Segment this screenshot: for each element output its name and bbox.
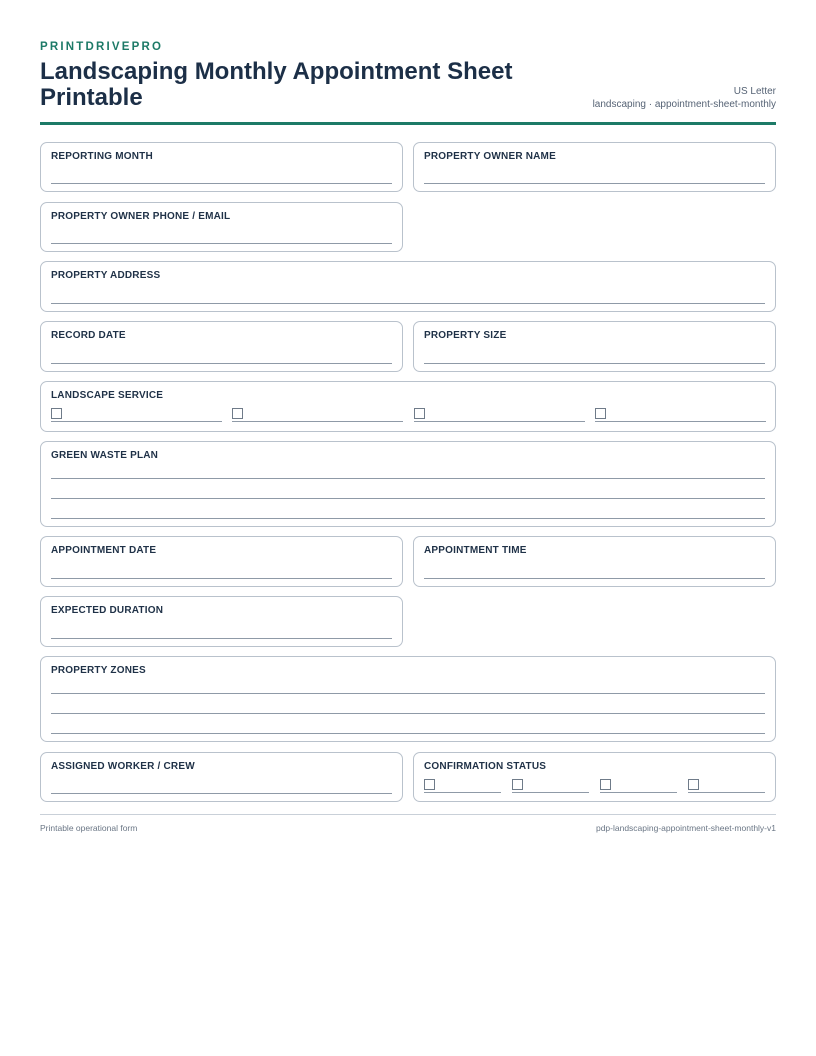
header-divider	[40, 122, 776, 125]
confirmation-status-label: CONFIRMATION STATUS	[424, 761, 547, 772]
landscape-service-option-2[interactable]	[232, 408, 403, 421]
page-title: Landscaping Monthly Appointment Sheet Printable	[40, 58, 513, 111]
option-line[interactable]	[424, 792, 501, 793]
option-line[interactable]	[600, 792, 677, 793]
checkbox-icon[interactable]	[424, 779, 435, 790]
property-zones-line-1[interactable]	[51, 693, 765, 694]
property-zones-field[interactable]	[40, 656, 776, 742]
appointment-time-label: APPOINTMENT TIME	[424, 545, 527, 556]
property-zones-line-2[interactable]	[51, 713, 765, 714]
landscape-service-option-1[interactable]	[51, 408, 222, 421]
checkbox-icon[interactable]	[688, 779, 699, 790]
brand-name: PRINTDRIVEPRO	[40, 41, 164, 53]
appointment-time-line[interactable]	[424, 578, 765, 579]
checkbox-icon[interactable]	[600, 779, 611, 790]
option-line[interactable]	[595, 421, 766, 422]
option-line[interactable]	[232, 421, 403, 422]
option-line[interactable]	[512, 792, 589, 793]
reporting-month-label: REPORTING MONTH	[51, 151, 153, 162]
header-meta	[593, 85, 776, 111]
green-waste-plan-line-1[interactable]	[51, 478, 765, 479]
property-zones-label: PROPERTY ZONES	[51, 665, 146, 676]
footer-form-id: pdp-landscaping-appointment-sheet-monthly-v1	[595, 823, 776, 833]
property-owner-name-field[interactable]	[413, 142, 776, 192]
property-zones-line-3[interactable]	[51, 733, 765, 734]
appointment-date-line[interactable]	[51, 578, 392, 579]
green-waste-plan-field[interactable]	[40, 441, 776, 527]
confirmation-status-option-2[interactable]	[512, 779, 589, 792]
record-date-label: RECORD DATE	[51, 330, 126, 341]
property-size-label: PROPERTY SIZE	[424, 330, 507, 341]
document-tags: landscaping · appointment-sheet-monthly	[592, 99, 776, 110]
landscape-service-option-3[interactable]	[414, 408, 585, 421]
confirmation-status-option-1[interactable]	[424, 779, 501, 792]
expected-duration-field[interactable]	[40, 596, 403, 647]
appointment-time-field[interactable]	[413, 536, 776, 587]
reporting-month-line[interactable]	[51, 183, 392, 184]
confirmation-status-option-4[interactable]	[688, 779, 765, 792]
option-line[interactable]	[414, 421, 585, 422]
expected-duration-label: EXPECTED DURATION	[51, 605, 164, 616]
green-waste-plan-line-2[interactable]	[51, 498, 765, 499]
property-address-label: PROPERTY ADDRESS	[51, 270, 161, 281]
confirmation-status-option-3[interactable]	[600, 779, 677, 792]
property-owner-contact-label: PROPERTY OWNER PHONE / EMAIL	[51, 211, 231, 222]
assigned-worker-field[interactable]	[40, 752, 403, 802]
assigned-worker-label: ASSIGNED WORKER / CREW	[51, 761, 195, 772]
option-line[interactable]	[688, 792, 765, 793]
landscape-service-label: LANDSCAPE SERVICE	[51, 390, 164, 401]
option-line[interactable]	[51, 421, 222, 422]
property-owner-name-line[interactable]	[424, 183, 765, 184]
paper-size: US Letter	[733, 86, 776, 97]
assigned-worker-line[interactable]	[51, 793, 392, 794]
appointment-date-field[interactable]	[40, 536, 403, 587]
record-date-field[interactable]	[40, 321, 403, 372]
checkbox-icon[interactable]	[232, 408, 243, 419]
landscape-service-field	[40, 381, 776, 432]
checkbox-icon[interactable]	[51, 408, 62, 419]
confirmation-status-field	[413, 752, 776, 802]
expected-duration-line[interactable]	[51, 638, 392, 639]
appointment-date-label: APPOINTMENT DATE	[51, 545, 157, 556]
checkbox-icon[interactable]	[512, 779, 523, 790]
property-owner-contact-field[interactable]	[40, 202, 403, 252]
footer-divider	[40, 814, 776, 815]
property-owner-name-label: PROPERTY OWNER NAME	[424, 151, 556, 162]
property-size-line[interactable]	[424, 363, 765, 364]
property-address-line[interactable]	[51, 303, 765, 304]
green-waste-plan-label: GREEN WASTE PLAN	[51, 450, 159, 461]
property-address-field[interactable]	[40, 261, 776, 312]
property-size-field[interactable]	[413, 321, 776, 372]
checkbox-icon[interactable]	[595, 408, 606, 419]
record-date-line[interactable]	[51, 363, 392, 364]
footer-left-text: Printable operational form	[40, 823, 138, 833]
property-owner-contact-line[interactable]	[51, 243, 392, 244]
landscape-service-option-4[interactable]	[595, 408, 766, 421]
checkbox-icon[interactable]	[414, 408, 425, 419]
reporting-month-field[interactable]	[40, 142, 403, 192]
green-waste-plan-line-3[interactable]	[51, 518, 765, 519]
